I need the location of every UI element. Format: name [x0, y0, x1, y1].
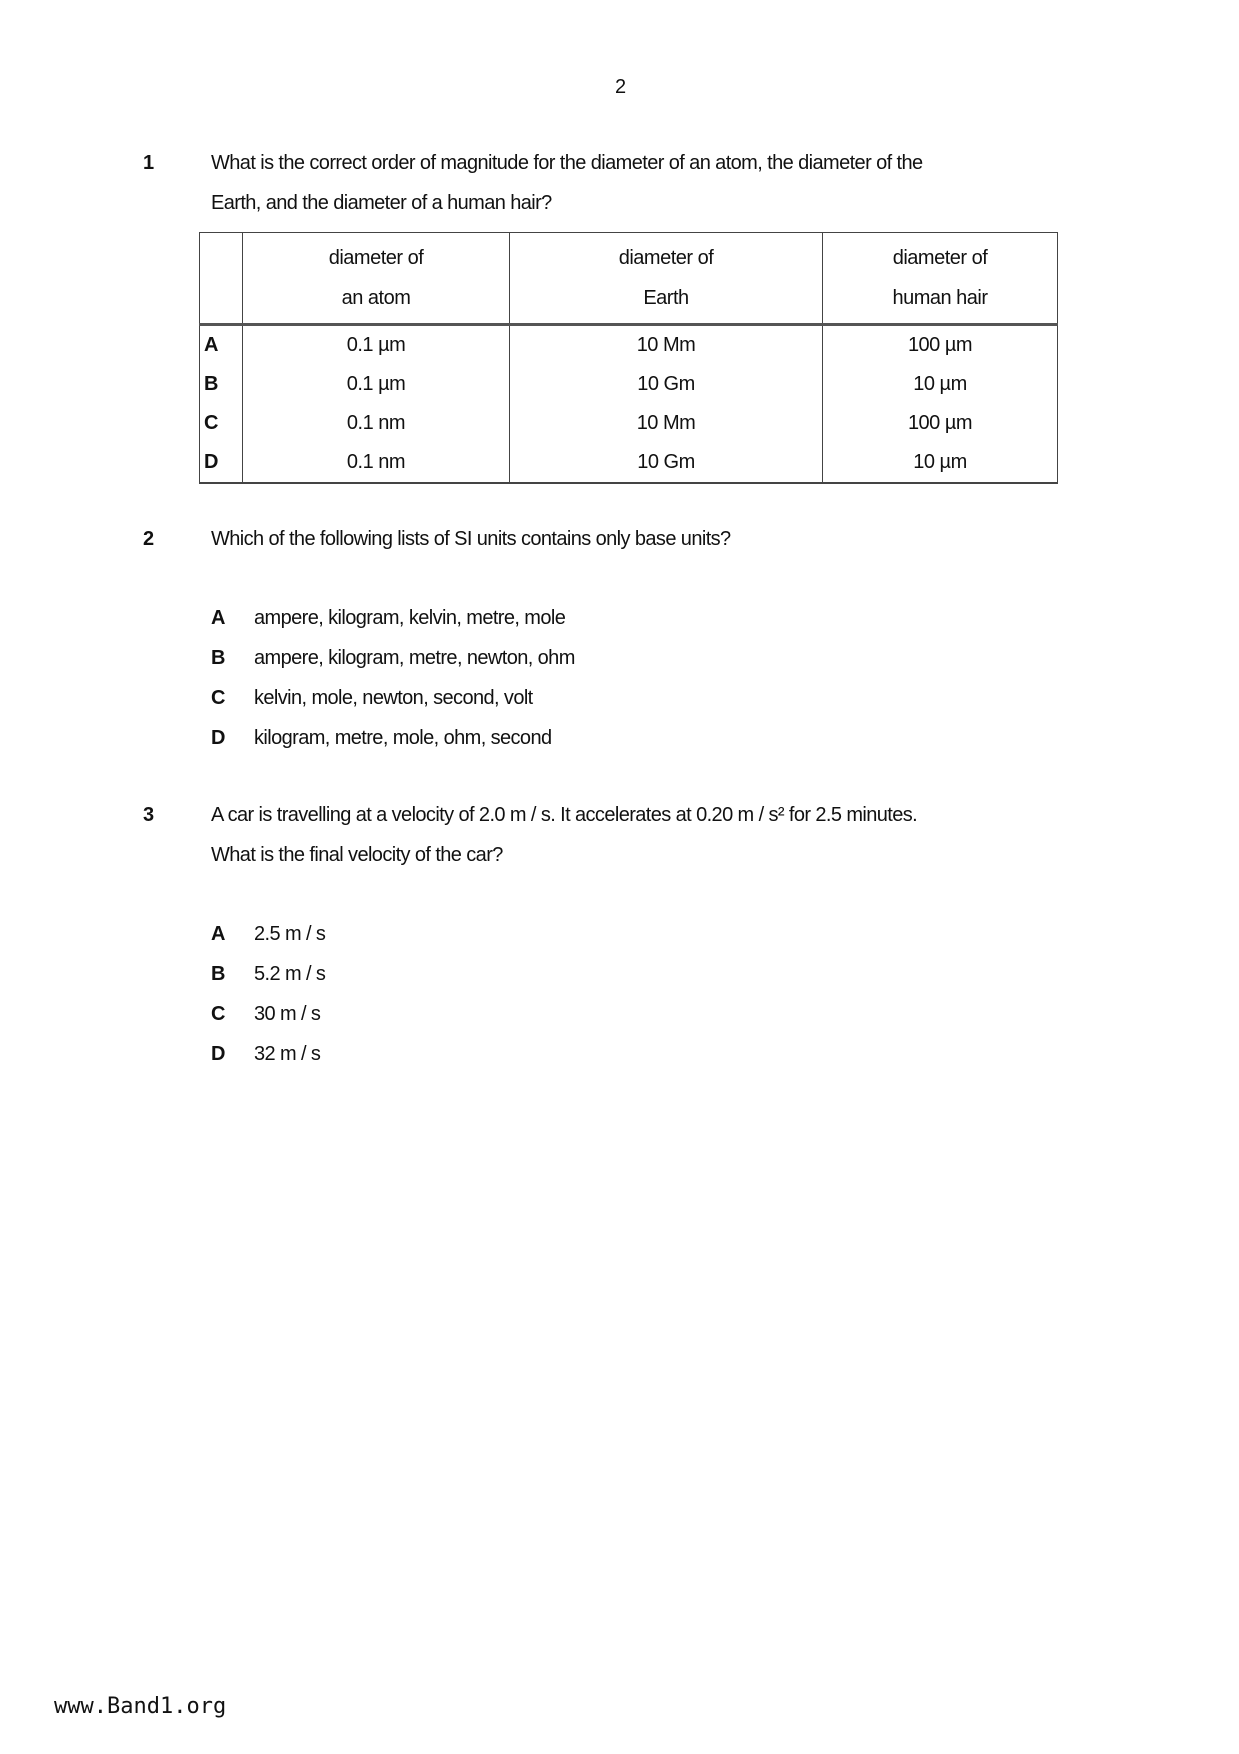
option-text: 5.2 m / s [254, 963, 326, 985]
table-cell: 100 µm [823, 404, 1058, 443]
option-text: ampere, kilogram, metre, newton, ohm [254, 647, 575, 669]
table-cell: 100 µm [823, 325, 1058, 366]
table-cell: 10 Mm [510, 404, 823, 443]
option-text: 2.5 m / s [254, 923, 326, 945]
table-cell: 10 µm [823, 365, 1058, 404]
table-cell: 0.1 nm [243, 404, 510, 443]
option-letter: C [211, 1003, 226, 1025]
question-text: Which of the following lists of SI units contains only base units? [211, 528, 731, 550]
option-letter: B [200, 365, 243, 404]
table-cell: 10 µm [823, 443, 1058, 483]
table-header: diameter of human hair [823, 233, 1058, 325]
table-cell: 10 Mm [510, 325, 823, 366]
answer-table [199, 232, 1058, 484]
option-letter: C [200, 404, 243, 443]
option-letter: D [211, 727, 226, 749]
footer-url: www.Band1.org [54, 1694, 227, 1719]
table-row [200, 404, 1058, 443]
question-text: Earth, and the diameter of a human hair? [211, 192, 552, 214]
question-text: What is the correct order of magnitude for the diameter of an atom, the diameter of the [211, 152, 923, 174]
table-cell: 10 Gm [510, 443, 823, 483]
option-letter: A [211, 923, 226, 945]
option-letter: D [211, 1043, 226, 1065]
table-header: diameter of an atom [243, 233, 510, 325]
table-row [200, 365, 1058, 404]
option-letter: B [211, 963, 226, 985]
table-row [200, 325, 1058, 366]
question-number: 3 [143, 804, 155, 826]
question-number: 1 [143, 152, 155, 174]
table-cell: 0.1 nm [243, 443, 510, 483]
option-letter: A [211, 607, 226, 629]
option-letter: D [200, 443, 243, 483]
option-text: ampere, kilogram, kelvin, metre, mole [254, 607, 566, 629]
table-header: diameter of Earth [510, 233, 823, 325]
option-text: 32 m / s [254, 1043, 321, 1065]
option-text: kilogram, metre, mole, ohm, second [254, 727, 552, 749]
table-row [200, 443, 1058, 483]
option-text: kelvin, mole, newton, second, volt [254, 687, 533, 709]
table-cell: 0.1 µm [243, 365, 510, 404]
table-corner [200, 233, 243, 325]
option-letter: B [211, 647, 226, 669]
option-text: 30 m / s [254, 1003, 321, 1025]
option-letter: C [211, 687, 226, 709]
table-cell: 10 Gm [510, 365, 823, 404]
table-cell: 0.1 µm [243, 325, 510, 366]
page-number: 2 [615, 76, 627, 98]
question-number: 2 [143, 528, 155, 550]
question-text: A car is travelling at a velocity of 2.0 m / s. It accelerates at 0.20 m / s² for 2.5 minutes. [211, 804, 918, 826]
question-text: What is the final velocity of the car? [211, 844, 503, 866]
option-letter: A [200, 325, 243, 366]
